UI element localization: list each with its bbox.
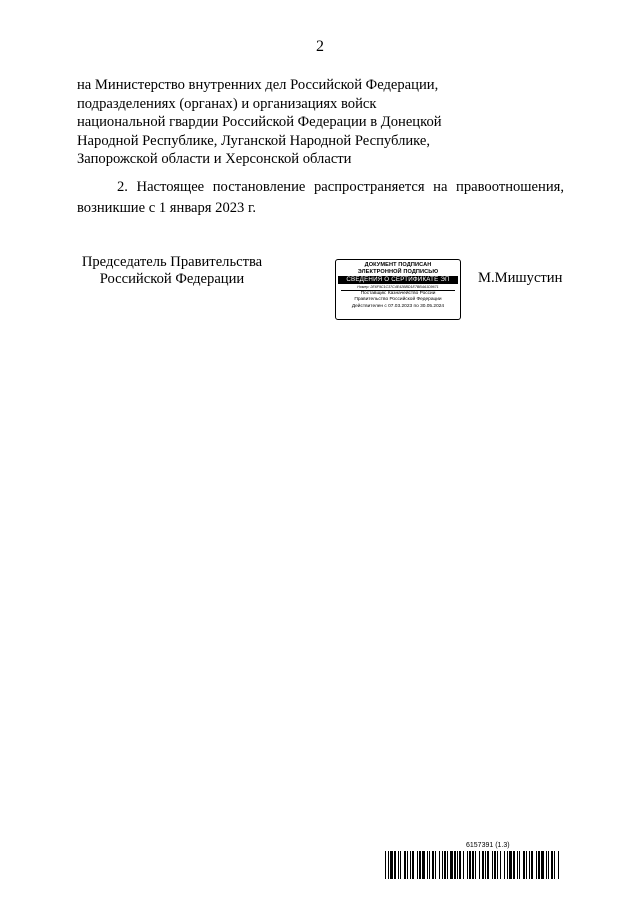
barcode-bar: [475, 851, 476, 879]
barcode-bar: [526, 851, 527, 879]
barcode-image: [385, 851, 561, 879]
title-line: национальной гвардии Российской Федерации в Донецкой: [77, 114, 442, 130]
barcode-bar: [472, 851, 474, 879]
barcode-bar: [536, 851, 537, 879]
title-line: Запорожской области и Херсонской области: [77, 151, 352, 167]
barcode-bar: [444, 851, 446, 879]
signer-position-line: Председатель Правительства: [81, 254, 263, 270]
barcode-bar: [541, 851, 544, 879]
signer-name: М.Мишустин: [478, 270, 563, 286]
barcode-bar: [385, 851, 386, 879]
barcode-bar: [519, 851, 520, 879]
barcode-bar: [432, 851, 434, 879]
barcode-bar: [546, 851, 547, 879]
barcode-bar: [554, 851, 555, 879]
barcode-bar: [435, 851, 436, 879]
barcode-bar: [390, 851, 393, 879]
stamp-owner: Правительство Российской Федерации: [354, 297, 442, 303]
barcode-bar: [410, 851, 411, 879]
stamp-header: ДОКУМЕНТ ПОДПИСАН: [364, 262, 432, 268]
signer-position-line: Российской Федерации: [99, 271, 245, 287]
barcode-bar: [479, 851, 480, 879]
barcode-bar: [404, 851, 406, 879]
barcode-bar: [457, 851, 458, 879]
title-line: на Министерство внутренних дел Российской Федерации,: [77, 77, 439, 93]
barcode-bar: [439, 851, 440, 879]
barcode-bar: [482, 851, 484, 879]
barcode-bar: [398, 851, 399, 879]
barcode-bar: [427, 851, 428, 879]
paragraph-line: возникшие с 1 января 2023 г.: [77, 200, 256, 216]
barcode-bar: [459, 851, 461, 879]
barcode-bar: [429, 851, 430, 879]
barcode-bar: [492, 851, 493, 879]
stamp-serial: Номер: 2E6F9C1C37C4E42BBD1E7BB4A1D9671: [357, 285, 439, 289]
barcode-bar: [529, 851, 530, 879]
stamp-issuer: Поставщик: Казначейство России: [360, 291, 436, 296]
barcode-bar: [422, 851, 425, 879]
barcode-bar: [463, 851, 464, 879]
barcode-bar: [400, 851, 401, 879]
stamp-header: ЭЛЕКТРОННОЙ ПОДПИСЬЮ: [357, 269, 439, 275]
barcode-bar: [388, 851, 389, 879]
barcode-bar: [469, 851, 471, 879]
barcode-bar: [419, 851, 421, 879]
barcode-bar: [442, 851, 443, 879]
barcode-bar: [467, 851, 468, 879]
stamp-certificate-band: СВЕДЕНИЯ О СЕРТИФИКАТЕ ЭП: [338, 276, 458, 284]
barcode-bar: [513, 851, 515, 879]
barcode-bar: [517, 851, 518, 879]
barcode-bar: [507, 851, 508, 879]
barcode-bar: [487, 851, 489, 879]
barcode-bar: [523, 851, 525, 879]
barcode-bar: [497, 851, 498, 879]
stamp-validity: Действителен с 07.03.2023 по 30.05.2024: [351, 303, 445, 309]
barcode-bar: [394, 851, 396, 879]
document-title-continuation: [77, 76, 557, 169]
electronic-signature-stamp: [335, 259, 461, 320]
barcode-bar: [450, 851, 453, 879]
barcode-bar: [407, 851, 408, 879]
barcode-bar: [509, 851, 512, 879]
barcode-caption: 6157391 (1.3): [466, 842, 510, 849]
title-line: подразделениях (органах) и организациях войск: [77, 95, 377, 112]
title-line: Народной Республике, Луганской Народной Республике,: [77, 132, 431, 149]
barcode-bar: [412, 851, 414, 879]
paragraph-2: [77, 177, 564, 219]
barcode-bar: [548, 851, 549, 879]
barcode-bar: [551, 851, 553, 879]
page-number: 2: [316, 38, 324, 55]
barcode-bar: [485, 851, 486, 879]
barcode-bar: [538, 851, 540, 879]
paragraph-line: 2. Настоящее постановление распространяется на правоотношения,: [117, 179, 564, 195]
barcode-bar: [500, 851, 501, 879]
signer-position: [77, 254, 267, 288]
barcode-bar: [558, 851, 559, 879]
barcode-bar: [531, 851, 533, 879]
barcode-bar: [494, 851, 496, 879]
barcode-bar: [417, 851, 418, 879]
barcode-bar: [447, 851, 448, 879]
barcode-bar: [504, 851, 505, 879]
barcode-bar: [454, 851, 456, 879]
